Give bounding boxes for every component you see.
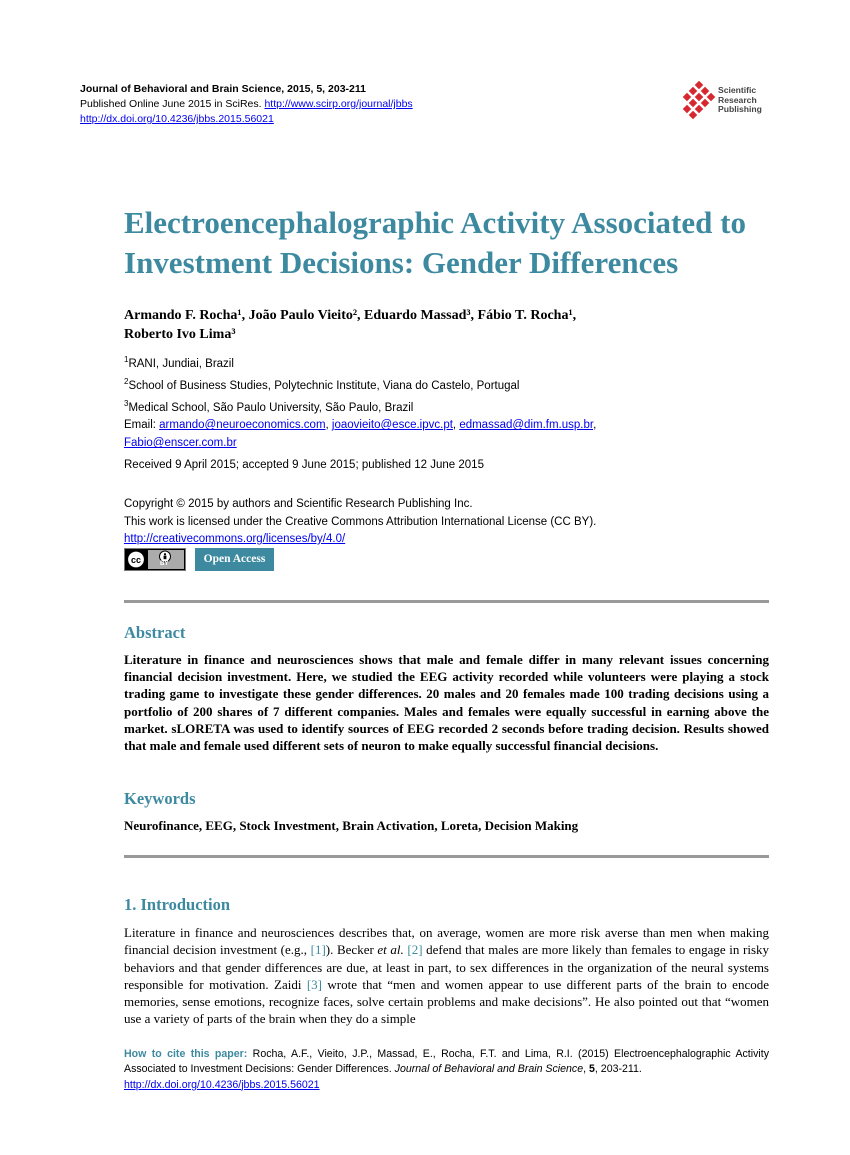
introduction-heading: 1. Introduction	[124, 895, 231, 914]
cite-volume: 5	[589, 1063, 595, 1076]
abstract-heading: Abstract	[124, 623, 186, 642]
license-link[interactable]: http://creativecommons.org/licenses/by/4.0/	[124, 533, 346, 545]
affiliation-text: RANI, Jundiai, Brazil	[128, 357, 234, 370]
paper-title: Electroencephalographic Activity Associated to Investment Decisions: Gender Differences	[124, 205, 746, 280]
intro-text-span: ). Becker	[325, 942, 378, 958]
publisher-logo-text	[718, 86, 762, 115]
cite-label: How to cite this paper:	[124, 1048, 248, 1060]
published-text: Published Online June 2015 in SciRes.	[80, 98, 262, 110]
email-link[interactable]: edmassad@dim.fm.usp.br	[459, 419, 594, 432]
author-line-1: Armando F. Rocha¹, João Paulo Vieito², Eduardo Massad³, Fábio T. Rocha¹,	[124, 308, 577, 323]
intro-text-span: wrote that “men and women appear to use different parts of the brain to encode memories, sense emotions, recognize faces, solve certain problems and make decisions”. He also pointed out that “women use a variety of parts of the brain when they do a simple	[124, 976, 769, 1027]
doi-link[interactable]: http://dx.doi.org/10.4236/jbbs.2015.56021	[80, 113, 274, 125]
citation-link[interactable]: [2]	[407, 942, 423, 958]
copyright-block	[124, 496, 596, 549]
affiliation-number: 1	[124, 355, 129, 364]
introduction-text	[124, 924, 769, 1028]
cite-text: ,	[583, 1063, 590, 1076]
keywords-heading: Keywords	[124, 789, 196, 808]
email-link[interactable]: Fabio@enscer.com.br	[124, 437, 237, 450]
open-access-badge[interactable]: Open Access	[195, 548, 274, 571]
license-url-line	[124, 531, 596, 549]
keywords-text: Neurofinance, EEG, Stock Investment, Brain Activation, Loreta, Decision Making	[124, 818, 579, 833]
cc-badge-text: BY	[160, 561, 169, 567]
section-divider	[124, 855, 769, 858]
affiliation-3	[124, 395, 596, 417]
published-line	[80, 97, 413, 112]
affiliations	[124, 351, 596, 452]
cite-text: , 203-211.	[594, 1063, 642, 1076]
logo-line-3: Publishing	[718, 104, 762, 115]
received-dates: Received 9 April 2015; accepted 9 June 2015; published 12 June 2015	[124, 459, 484, 471]
section-divider	[124, 600, 769, 603]
cite-doi-link[interactable]: http://dx.doi.org/10.4236/jbbs.2015.56021	[124, 1078, 320, 1091]
affiliation-number: 3	[124, 398, 129, 408]
email-label: Email:	[124, 419, 156, 432]
email-link[interactable]: armando@neuroeconomics.com	[159, 419, 326, 432]
intro-text-span: Literature in finance and neurosciences describes that, on average, women are more risk averse than men when making financial decision investment (e.g.,	[124, 925, 769, 958]
journal-header	[80, 82, 413, 127]
citation-link[interactable]: [1]	[310, 942, 326, 958]
doi-line	[80, 112, 413, 127]
email-line-2	[124, 434, 596, 452]
cc-by-badge[interactable]	[124, 548, 186, 571]
affiliation-text: Medical School, São Paulo University, São Paulo, Brazil	[128, 401, 414, 414]
logo-line-1: Scientific	[718, 85, 757, 95]
how-to-cite	[124, 1047, 769, 1093]
cite-journal: Journal of Behavioral and Brain Science	[394, 1063, 584, 1076]
intro-text-span: defend that males are more likely than females to engage in risky behaviors and that gender differences are due, at least in part, to sex differences in the organization of the neural systems responsible for motivation. Zaidi	[124, 942, 770, 992]
citation-link[interactable]: [3]	[306, 976, 323, 992]
cc-by-icon	[125, 549, 185, 570]
affiliation-1	[124, 351, 596, 373]
license-line: This work is licensed under the Creative Commons Attribution International License (CC BY).	[124, 515, 597, 528]
affiliation-text: School of Business Studies, Polytechnic Institute, Viana do Castelo, Portugal	[128, 379, 520, 392]
intro-text-span: et al.	[377, 942, 404, 958]
copyright-line: Copyright © 2015 by authors and Scientific Research Publishing Inc.	[124, 498, 473, 510]
publisher-logo	[681, 81, 781, 123]
journal-name: Journal of Behavioral and Brain Science, 2015, 5, 203-211	[80, 83, 366, 95]
svg-text:cc: cc	[130, 555, 142, 565]
journal-url-link[interactable]: http://www.scirp.org/journal/jbbs	[264, 98, 413, 110]
author-list	[124, 306, 784, 344]
email-line: Email: armando@neuroeconomics.com, joaovieito@esce.ipvc.pt, edmassad@dim.fm.usp.br,	[124, 419, 597, 432]
affiliation-number: 2	[124, 376, 129, 386]
abstract-text: Literature in finance and neurosciences shows that male and female differ in many relevant issues concerning financial decision investment. Here, we studied the EEG activity recorded while volunteers were playing a stock trading game to investigate these gender differences. 20 males and 20 females made 100 trading decisions using a portfolio of 200 shares of 7 different companies. Males and females were equally successful in earning above the market. sLORETA was used to identify sources of EEG recorded 2 seconds before trading decision. Results showed that male and female used different sets of neuron to make equally successful financial decisions.	[124, 652, 769, 754]
email-link[interactable]: joaovieito@esce.ipvc.pt	[331, 419, 453, 432]
publisher-logo-icon	[681, 81, 717, 123]
affiliation-2	[124, 373, 596, 395]
author-line-2: Roberto Ivo Lima³	[124, 327, 236, 342]
cite-text: Rocha, A.F., Vieito, J.P., Massad, E., Rocha, F.T. and Lima, R.I. (2015) Electroencephalographic Activity Associated to Investment Decisions: Gender Differences.	[124, 1048, 769, 1076]
logo-line-2: Research	[718, 94, 757, 105]
